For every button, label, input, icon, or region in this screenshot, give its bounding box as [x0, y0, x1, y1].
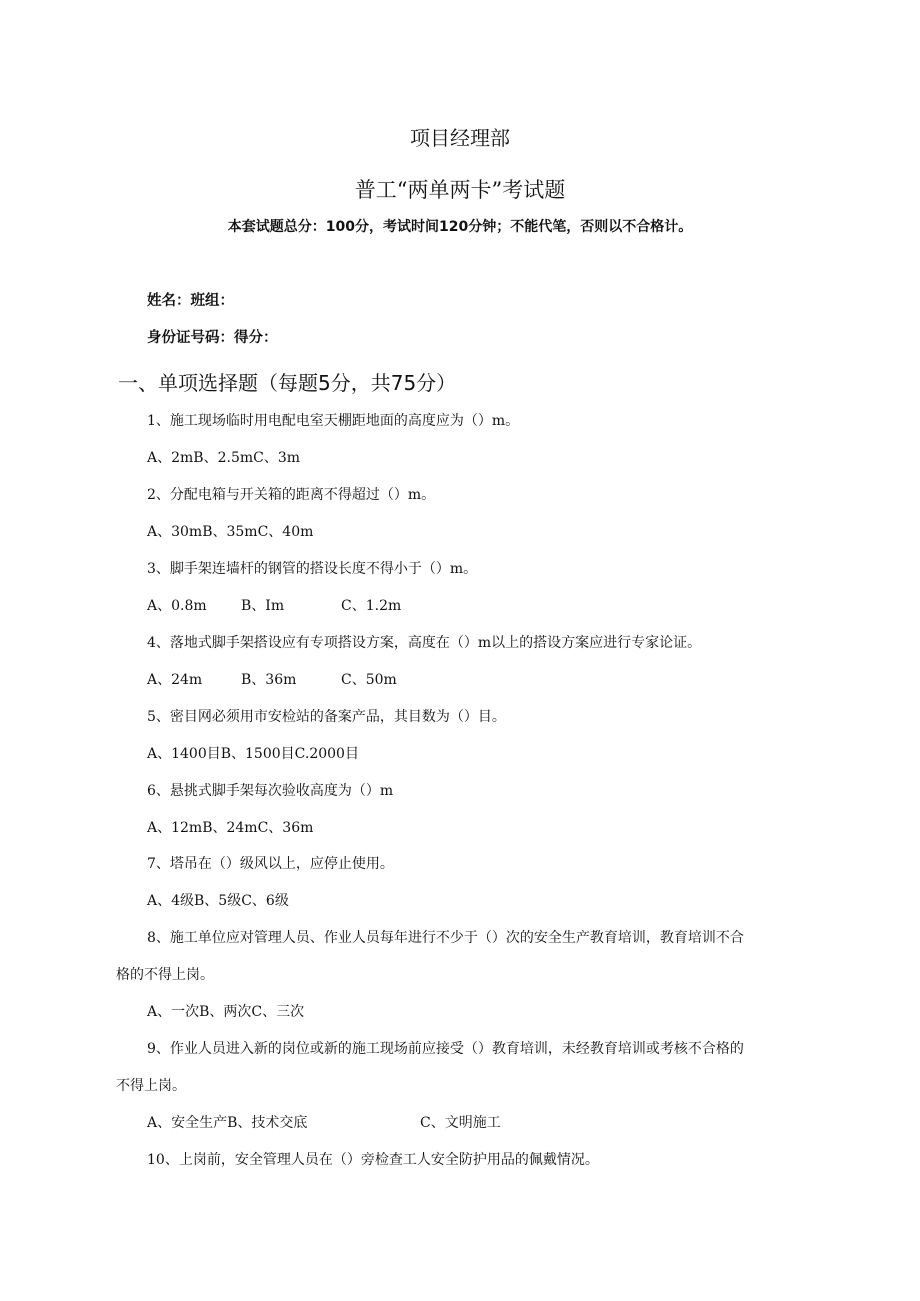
question-9-options: [147, 1112, 501, 1132]
question-5-options: A、1400目B、1500目C.2000目: [147, 746, 359, 762]
question-4: 4、落地式脚手架搭设应有专项搭设方案，高度在（）m以上的搭设方案应进行专家论证。: [147, 635, 702, 651]
question-6: 6、悬挑式脚手架每次验收高度为（）m: [147, 783, 394, 799]
option-a: A、0.8m: [147, 598, 207, 614]
question-1-options: A、2mB、2.5mC、3m: [147, 450, 301, 466]
question-2-options: A、30mB、35mC、40m: [147, 524, 314, 540]
question-10: 10、上岗前，安全管理人员在（）旁检查工人安全防护用品的佩戴情况。: [147, 1152, 599, 1168]
exam-instructions: 本套试题总分：100分，考试时间120分钟；不能代笔，否则以不合格计。: [227, 219, 693, 235]
name-group-field: 姓名：班组：: [147, 293, 234, 309]
question-8-options: A、一次B、两次C、三次: [147, 1004, 305, 1020]
option-b: B、Im: [241, 598, 285, 614]
option-c: C、50m: [341, 672, 397, 688]
option-a: A、24m: [147, 672, 203, 688]
question-2: 2、分配电箱与开关箱的距离不得超过（）m。: [147, 487, 436, 503]
question-4-options: [147, 669, 397, 689]
option-c: C、1.2m: [341, 598, 402, 614]
question-9-line-1: 9、作业人员进入新的岗位或新的施工现场前应接受（）教育培训，未经教育培训或考核不合格的: [147, 1041, 744, 1057]
question-3: 3、脚手架连墙杆的钢管的搭设长度不得小于（）m。: [147, 561, 478, 577]
question-8-line-2: 格的不得上岗。: [116, 967, 214, 983]
question-8-line-1: 8、施工单位应对管理人员、作业人员每年进行不少于（）次的安全生产教育培训，教育培训不合: [147, 930, 744, 946]
option-b: B、36m: [241, 672, 297, 688]
exam-title: 普工“两单两卡”考试题: [354, 178, 566, 202]
question-9-line-2: 不得上岗。: [116, 1078, 186, 1094]
question-6-options: A、12mB、24mC、36m: [147, 820, 314, 836]
org-name: 项目经理部: [410, 126, 510, 150]
id-score-field: 身份证号码：得分：: [147, 330, 278, 346]
question-1: 1、施工现场临时用电配电室天棚距地面的高度应为（）m。: [147, 413, 520, 429]
question-7-options: A、4级B、5级C、6级: [147, 893, 289, 909]
option-c: C、文明施工: [420, 1115, 501, 1131]
question-7: 7、塔吊在（）级风以上，应停止使用。: [147, 856, 394, 872]
question-5: 5、密目网必须用市安检站的备案产品，其目数为（）目。: [147, 709, 506, 725]
section-title: 一、单项选择题（每题5分，共75分）: [118, 371, 457, 395]
option-ab: A、安全生产B、技术交底: [147, 1115, 308, 1131]
question-3-options: [147, 595, 401, 615]
